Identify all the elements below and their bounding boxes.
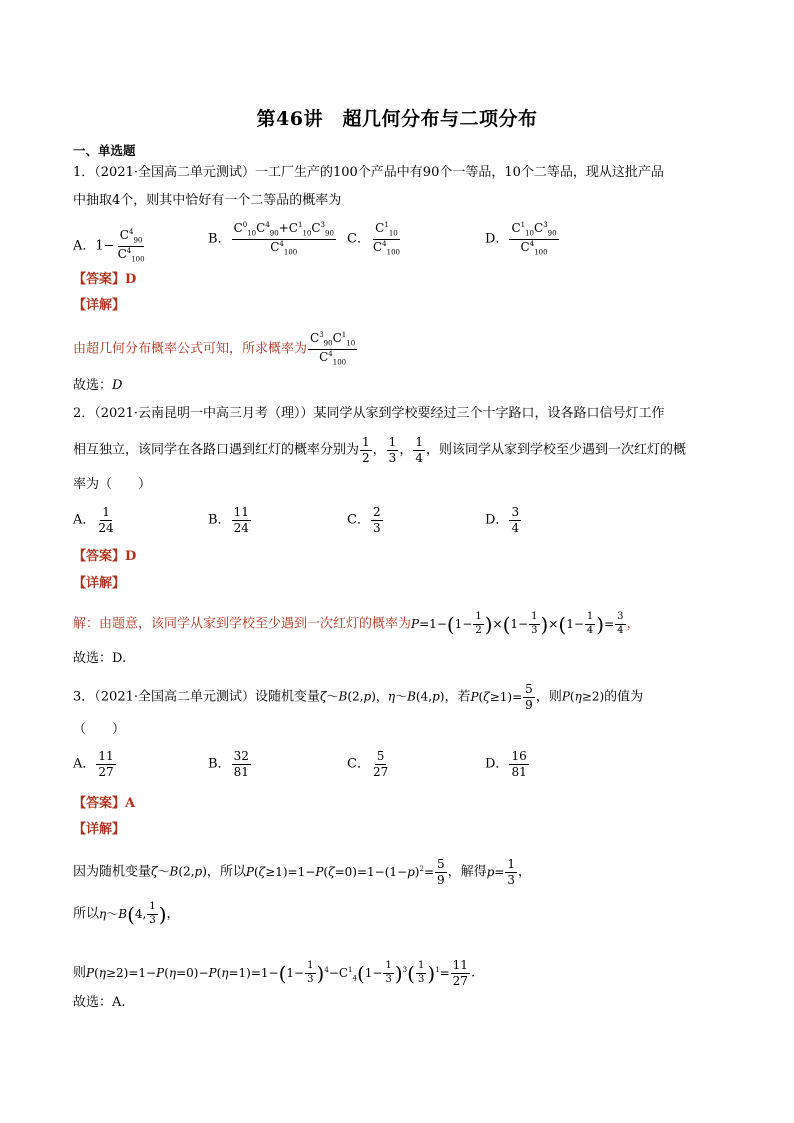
q2-text-line3: 率为（ ）: [73, 477, 152, 492]
q3-answer: 【答案】A: [73, 796, 136, 811]
q1-option-d: D． $\frac{C^1_{10}C^3_{90}}{C^4_{100}}$: [485, 221, 557, 257]
q3-conclusion: 故选：A.: [73, 995, 126, 1010]
q2-text-line2: 相互独立，该同学在各路口遇到红灯的概率分别为 $\frac{1}{2}$ ， $\frac{1}{3}$ ， $\frac{1}{4}$ ，则该同学从家到学校至少遇到一次红灯的概: [73, 435, 686, 465]
q2-option-a: A． $\frac{1}{24}$: [73, 505, 114, 535]
q1-explanation: 由超几何分布概率公式可知，所求概率为 $\frac{C^3_{90}C^1_{10}}{C^4_{100}}$: [73, 331, 356, 367]
q2-conclusion: 故选：D.: [73, 651, 127, 666]
page-title: 第46讲 超几何分布与二项分布: [256, 108, 538, 130]
q1-option-c: C． $\frac{C^1_{10}}{C^4_{100}}$: [347, 221, 400, 257]
q1-option-b: B． $\frac{C^0_{10}C^4_{90}+C^1_{10}C^3_{90}}{C^4_{100}}$: [208, 221, 334, 257]
q2-answer: 【答案】D: [73, 549, 137, 564]
q1-conclusion: 故选：D: [73, 378, 123, 393]
q3-option-b: B． $\frac{32}{81}$: [208, 749, 249, 779]
q1-text-line1: 1．（2021·全国高二单元测试）一工厂生产的100个产品中有90个一等品，10个二等品，现从这批产品: [73, 165, 664, 180]
q2-option-d: D． $\frac{3}{4}$: [485, 505, 520, 535]
q3-option-c: C． $\frac{5}{27}$: [347, 749, 389, 779]
q3-text-line1: 3．（2021·全国高二单元测试）设随机变量ζ～B(2,p)，η～B(4,p)，若P(ζ≥1)= $\frac{5}{9}$ ，则P(η≥2)的值为: [73, 682, 644, 712]
q3-explanation-line3: 则P(η≥2)=1−P(η=0)−P(η=1)=1−(1− $\frac{1}{3}$ )$^4-C^1_4(1-$ $\frac{1}{3}$ )$^3$( $\frac{1}{3}$ )$^1$= $\frac{11}{27}$ .: [73, 958, 476, 988]
q2-option-c: C． $\frac{2}{3}$: [347, 505, 381, 535]
q3-option-a: A． $\frac{11}{27}$: [73, 749, 114, 779]
q1-option-a: A．1− $\frac{C^4_{90}}{C^4_{100}}$: [73, 228, 145, 264]
q2-explanation: 解：由题意，该同学从家到学校至少遇到一次红灯的概率为P=1−(1− $\frac{1}{2}$ )×(1− $\frac{1}{3}$ )×(1− $\frac{1}{4}$ )= $\frac{3}{4}$ ，: [73, 611, 640, 636]
q3-explanation-line1: 因为随机变量ζ～B(2,p)，所以$P(\zeta\ge 1)=1-P(\zeta=0)=1-(1-p)^2=$ $\frac{5}{9}$ ，解得p= $\frac{1}{3}$ ，: [73, 857, 532, 887]
q3-text-line2: （ ）: [73, 722, 126, 737]
q1-answer: 【答案】D: [73, 272, 137, 287]
q1-detail-label: 【详解】: [73, 298, 126, 313]
q1-text-line2: 中抽取4个，则其中恰好有一个二等品的概率为: [73, 193, 342, 208]
q3-explanation-line2: 所以η～B(4, $\frac{1}{3}$ )，: [73, 901, 180, 926]
q2-detail-label: 【详解】: [73, 576, 126, 591]
q2-option-b: B． $\frac{11}{24}$: [208, 505, 249, 535]
q3-detail-label: 【详解】: [73, 822, 126, 837]
section-heading: 一、单选题: [73, 143, 136, 158]
q3-option-d: D． $\frac{16}{81}$: [485, 749, 527, 779]
q2-text-line1: 2．（2021·云南昆明一中高三月考（理））某同学从家到学校要经过三个十字路口，设各路口信号灯工作: [73, 406, 665, 421]
